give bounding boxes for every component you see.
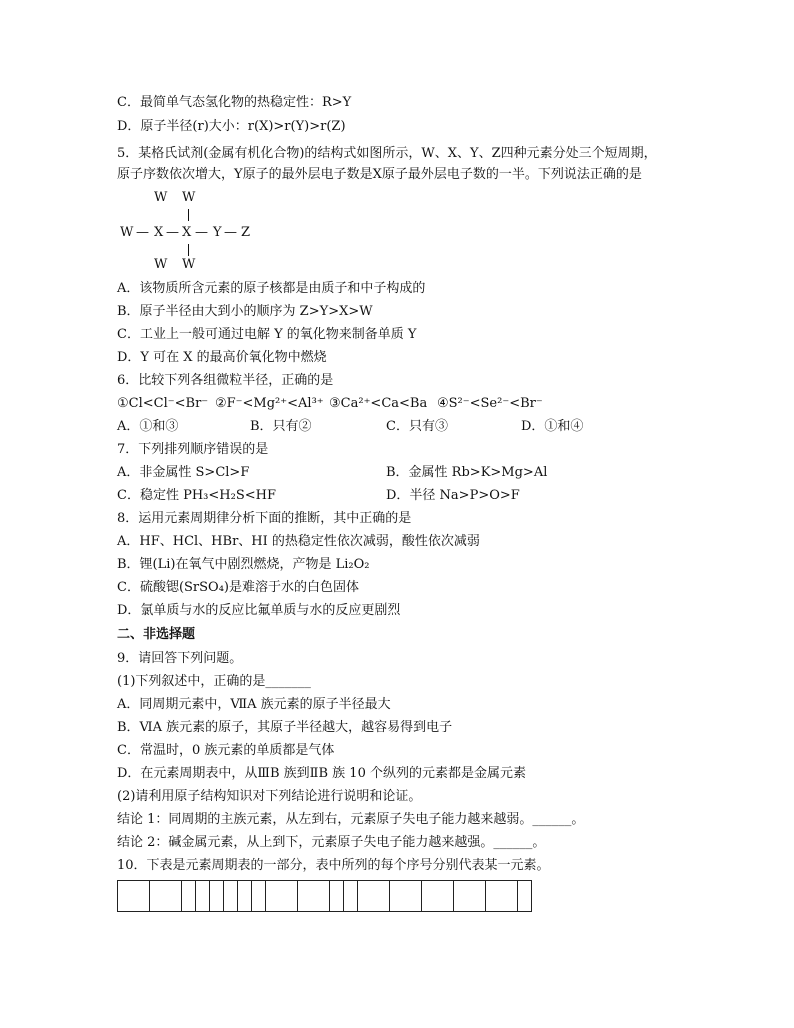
q7-option-c: C．稳定性 PH₃<H₂S<HF (117, 488, 276, 503)
q9-sub2: (2)请利用原子结构知识对下列结论进行说明和论证。 (117, 789, 422, 804)
q10-stem: 10．下表是元素周期表的一部分，表中所列的每个序号分别代表某一元素。 (117, 858, 550, 873)
q9-conclusion-1: 结论 1：同周期的主族元素，从左到右，元素原子失电子能力越来越弱。______。 (117, 812, 585, 827)
q7-options-row-1 (117, 464, 617, 482)
q4-option-c: C．最简单气态氢化物的热稳定性：R>Y (117, 95, 352, 110)
q6-item-4: ④S²⁻<Se²⁻<Br⁻ (437, 396, 543, 411)
table-cell (358, 881, 390, 912)
q6-option-a: A．①和③ (117, 419, 179, 434)
table-cell (330, 881, 344, 912)
table-cell (238, 881, 252, 912)
table-cell (210, 881, 224, 912)
table-cell (454, 881, 486, 912)
q5-option-c: C．工业上一般可通过电解 Y 的氧化物来制备单质 Y (117, 327, 417, 342)
q6-options-row (117, 418, 617, 436)
q5-option-b: B．原子半径由大到小的顺序为 Z>Y>X>W (117, 304, 373, 319)
q7-option-b: B．金属性 Rb>K>Mg>Al (386, 465, 548, 480)
q7-stem: 7．下列排列顺序错误的是 (117, 442, 269, 457)
atom-w-bottom-1: W (154, 257, 168, 272)
table-cell (390, 881, 422, 912)
q9-sub1: (1)下列叙述中，正确的是_______ (117, 674, 311, 689)
q9-conclusion-2: 结论 2：碱金属元素，从上到下，元素原子失电子能力越来越强。______。 (117, 835, 546, 850)
atom-x-2: X (182, 225, 192, 240)
q9-option-c: C．常温时，0 族元素的单质都是气体 (117, 743, 335, 758)
q6-option-d: D．①和④ (521, 419, 584, 434)
q6-option-c: C．只有③ (386, 419, 448, 434)
table-cell (118, 881, 150, 912)
q9-option-d: D．在元素周期表中，从ⅢB 族到ⅡB 族 10 个纵列的元素都是金属元素 (117, 766, 526, 781)
q6-stem: 6．比较下列各组微粒半径，正确的是 (117, 373, 334, 388)
table-cell (224, 881, 238, 912)
atom-z: Z (241, 225, 251, 240)
q7-option-a: A．非金属性 S>Cl>F (117, 465, 250, 480)
table-cell (150, 881, 182, 912)
q6-item-2: ②F⁻<Mg²⁺<Al³⁺ (215, 396, 324, 411)
atom-x-1: X (154, 225, 164, 240)
section-heading-non-choice: 二、非选择题 (117, 627, 196, 642)
atom-w-top-1: W (154, 190, 168, 205)
table-cell (486, 881, 518, 912)
table-cell (196, 881, 210, 912)
bond-w-x1: — (136, 225, 149, 240)
table-cell (422, 881, 454, 912)
q5-option-a: A．该物质所含元素的原子核都是由质子和中子构成的 (117, 281, 426, 296)
q7-options-row-2 (117, 487, 617, 505)
atom-w-top-2: W (182, 190, 196, 205)
q8-option-a: A．HF、HCl、HBr、HI 的热稳定性依次减弱，酸性依次减弱 (117, 534, 480, 549)
q7-option-d: D．半径 Na>P>O>F (386, 488, 520, 503)
q6-items-row (117, 395, 543, 413)
q9-stem: 9．请回答下列问题。 (117, 651, 243, 666)
bond-x2-w-bottom (188, 244, 189, 256)
q6-option-b: B．只有② (250, 419, 312, 434)
q5-option-d: D．Y 可在 X 的最高价氧化物中燃烧 (117, 350, 327, 365)
grignard-structure-diagram (118, 190, 268, 274)
table-cell (344, 881, 358, 912)
table-cell (298, 881, 330, 912)
q9-option-a: A．同周期元素中，ⅦA 族元素的原子半径最大 (117, 697, 391, 712)
bond-x2-w-top (188, 209, 189, 221)
atom-w-left: W (120, 225, 134, 240)
atom-w-bottom-2: W (182, 257, 196, 272)
table-cell (182, 881, 196, 912)
table-cell (518, 881, 532, 912)
q5-stem-line1: 5．某格氏试剂(金属有机化合物)的结构式如图所示，W、X、Y、Z四种元素分处三个短周期， (117, 146, 657, 161)
bond-x1-x2: — (166, 225, 179, 240)
table-cell (266, 881, 298, 912)
q6-item-1: ①Cl<Cl⁻<Br⁻ (117, 396, 209, 411)
table-row (118, 881, 532, 912)
q9-option-b: B．ⅥA 族元素的原子，其原子半径越大，越容易得到电子 (117, 720, 453, 735)
q5-stem-line2: 原子序数依次增大，Y原子的最外层电子数是X原子最外层电子数的一半。下列说法正确的是 (117, 167, 642, 182)
bond-x2-y: — (195, 225, 208, 240)
periodic-table-fragment (117, 880, 532, 912)
q8-option-c: C．硫酸锶(SrSO₄)是难溶于水的白色固体 (117, 580, 359, 595)
q8-stem: 8．运用元素周期律分析下面的推断，其中正确的是 (117, 511, 412, 526)
q6-item-3: ③Ca²⁺<Ca<Ba (329, 396, 428, 411)
bond-y-z: — (224, 225, 237, 240)
q8-option-b: B．锂(Li)在氧气中剧烈燃烧，产物是 Li₂O₂ (117, 557, 370, 572)
table-cell (252, 881, 266, 912)
q4-option-d: D．原子半径(r)大小：r(X)>r(Y)>r(Z) (117, 119, 346, 134)
atom-y: Y (213, 225, 222, 240)
q8-option-d: D．氯单质与水的反应比氟单质与水的反应更剧烈 (117, 603, 401, 618)
